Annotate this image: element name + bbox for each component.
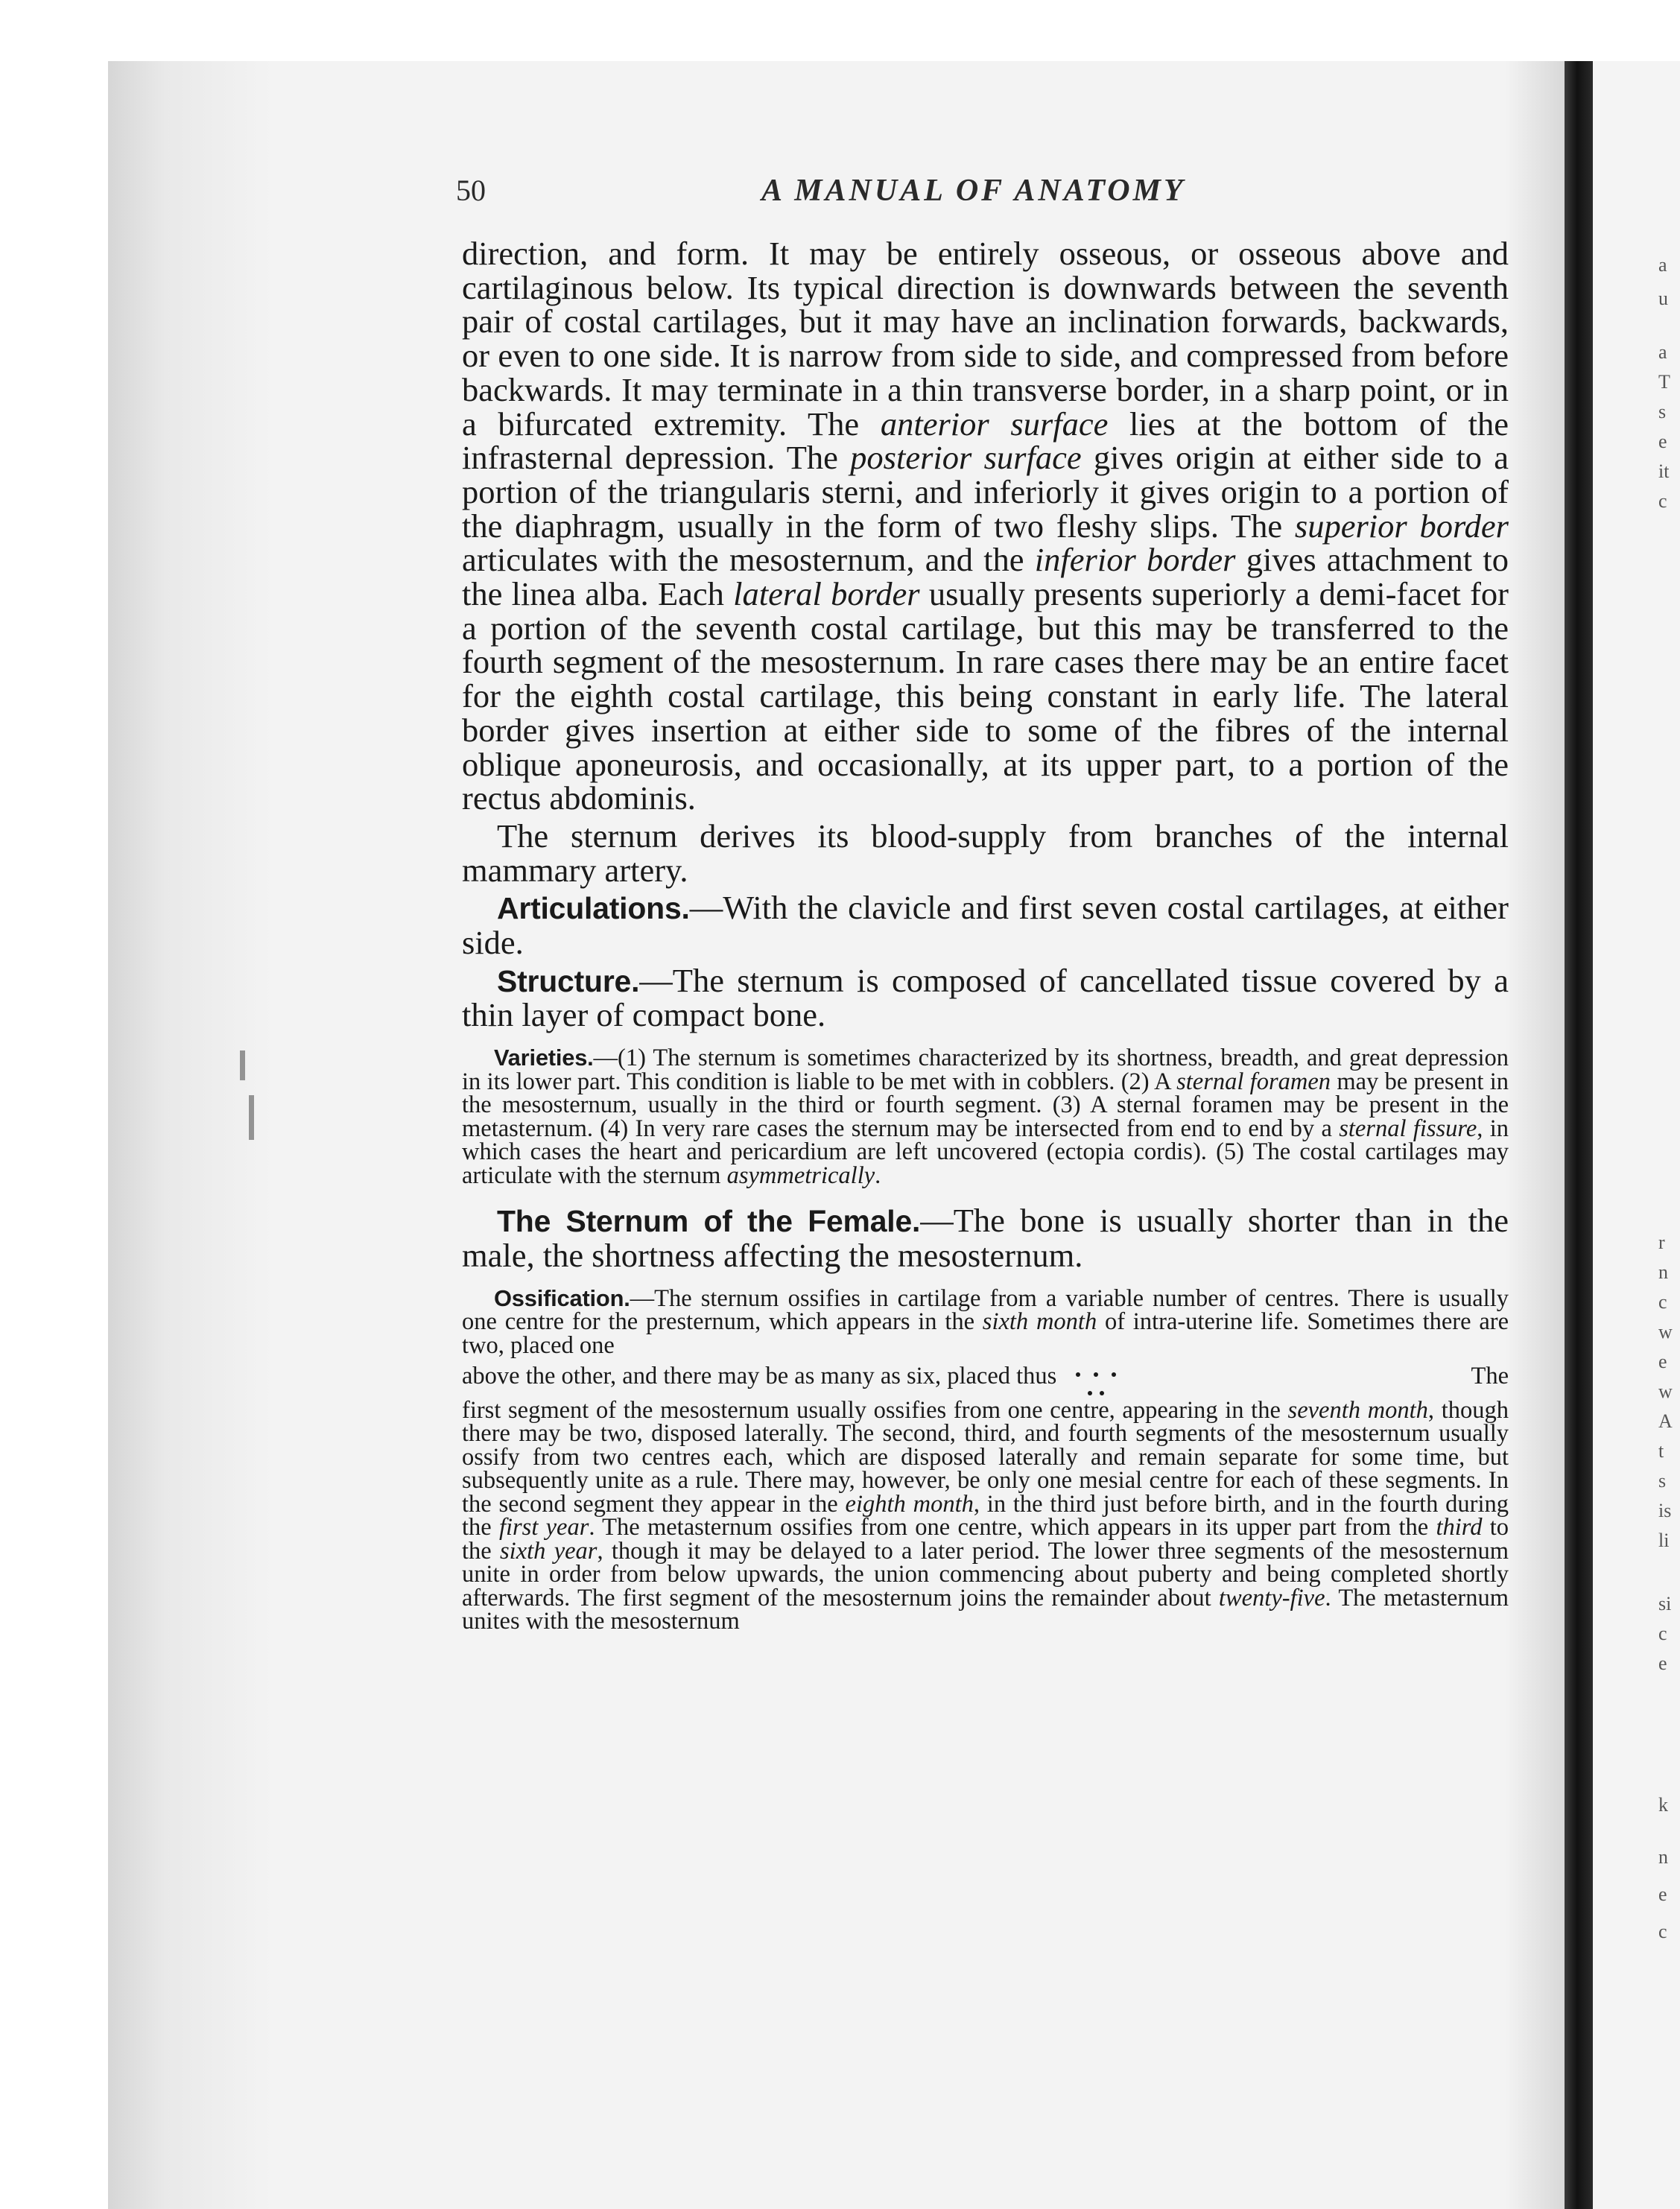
ossification-centre-dot — [1088, 1391, 1092, 1395]
fragment-text: A — [1658, 1410, 1673, 1432]
ossification-centres-dots — [1071, 1366, 1123, 1384]
fragment-text: t — [1658, 1440, 1664, 1462]
fragment-text: w — [1658, 1381, 1673, 1402]
fragment-text: u — [1658, 288, 1668, 309]
ossification-centre-dot — [1112, 1372, 1116, 1377]
fragment-text: c — [1658, 490, 1667, 512]
italic-term: lateral border — [733, 575, 920, 613]
section-heading: Varieties. — [494, 1045, 594, 1071]
italic-term: anterior surface — [880, 405, 1109, 443]
italic-term: asymmetrically — [726, 1161, 875, 1189]
italic-term: superior border — [1294, 507, 1509, 545]
ossification-centre-dot — [1094, 1372, 1098, 1377]
paragraph-blood-supply: The sternum derives its blood-supply from branches of the internal mammary artery. — [462, 817, 1509, 889]
paragraph-varieties: Varieties.—(1) The sternum is sometimes characterized by its shortness, breadth, and great depression in its lower part. This condition is liable to be met with in cobblers. (2) A sternal foramen may be present in the mesosternum, usually in the third or fourth segment. (3) A sternal foramen may be present in the metasternum. (4) In very rare cases the sternum may be intersected from end to end by a sternal fissure, in which cases the heart and pericardium are left uncovered (ectopia cordis). (5) The costal cartilages may articulate with the sternum asymmetrically. — [462, 1045, 1509, 1189]
book-spine — [1565, 61, 1593, 2209]
fragment-text: k — [1658, 1794, 1668, 1816]
page-number: 50 — [456, 174, 486, 207]
italic-term: third — [1436, 1514, 1483, 1541]
ossification-centre-dot — [1100, 1391, 1104, 1395]
italic-term: seventh month — [1287, 1396, 1428, 1424]
section-heading: Articulations. — [497, 891, 690, 926]
section-heading: Structure. — [497, 963, 640, 998]
fragment-text: c — [1658, 1291, 1667, 1313]
fragment-text: s — [1658, 1470, 1667, 1492]
page-body — [462, 237, 1509, 1634]
ossification-centre-dot — [1076, 1372, 1080, 1377]
fragment-text: li — [1658, 1530, 1670, 1551]
italic-term: posterior surface — [850, 439, 1082, 477]
ossification-diagram-line: above the other, and there may be as many as six, placed thus The — [462, 1365, 1509, 1389]
fragment-text: e — [1658, 431, 1667, 452]
paragraph-structure: Structure.—The sternum is composed of cancellated tissue covered by a thin layer of compact bone. — [462, 961, 1509, 1034]
section-heading: Ossification. — [494, 1284, 630, 1311]
paragraph-ossification: Ossification.—The sternum ossifies in cartilage from a variable number of centres. There is usually one centre for the presternum, which appears in the sixth month of intra-uterine life. Sometimes there are two, placed one above the other, and there may be as many as six, placed thus The first segment of the mesosternum usually ossifies from one centre, appearing in the seventh month, though there may be two, disposed laterally. The second, third, and fourth segments of the mesosternum usually ossify from two centres each, which are disposed laterally and remain separate for some time, but subsequently unite as a rule. There may, however, be only one mesial centre for each of these segments. In the second segment they appear in the eighth month, in the third just before birth, and in the fourth during the first year. The metasternum ossifies from one centre, which appears in its upper part from the third to the sixth year, though it may be delayed to a later period. The lower three segments of the mesosternum unite in order from below upwards, the union commencing about puberty and being completed shortly afterwards. The first segment of the mesosternum joins the remainder about twenty-five. The metasternum unites with the mesosternum — [462, 1284, 1509, 1635]
page-edge-shadow — [1505, 61, 1565, 2209]
fragment-text: c — [1658, 1623, 1667, 1644]
margin-mark — [249, 1095, 254, 1140]
fragment-text: c — [1658, 1921, 1667, 1942]
section-heading: The Sternum of the Female. — [497, 1204, 921, 1239]
scan-background — [0, 0, 108, 2209]
italic-term: first year — [498, 1514, 589, 1541]
fragment-text: w — [1658, 1321, 1673, 1343]
fragment-text: e — [1658, 1351, 1667, 1372]
italic-term: inferior border — [1034, 541, 1236, 579]
fragment-text: e — [1658, 1652, 1667, 1674]
italic-term: sixth month — [982, 1308, 1097, 1336]
fragment-text: r — [1658, 1232, 1665, 1253]
fragment-text: n — [1658, 1261, 1668, 1283]
fragment-text: a — [1658, 254, 1667, 276]
italic-term: sternal foramen — [1176, 1068, 1331, 1095]
paragraph-female-sternum: The Sternum of the Female.—The bone is usually shorter than in the male, the shortness affecting the mesosternum. — [462, 1202, 1509, 1274]
fragment-text: a — [1658, 341, 1667, 363]
fragment-text: is — [1658, 1500, 1672, 1521]
fragment-text: si — [1658, 1593, 1672, 1614]
fragment-text: it — [1658, 460, 1670, 482]
italic-term: eighth month — [845, 1490, 974, 1518]
italic-term: sternal fissure — [1339, 1115, 1477, 1142]
italic-term: twenty-five — [1218, 1584, 1325, 1611]
fragment-text: n — [1658, 1846, 1668, 1868]
paragraph-articulations: Articulations.—With the clavicle and first seven costal cartilages, at either side. — [462, 889, 1509, 962]
fragment-text: s — [1658, 401, 1667, 422]
page-header — [456, 173, 1514, 218]
page-gutter-shadow — [108, 61, 272, 2209]
fragment-text: e — [1658, 1883, 1667, 1905]
italic-term: sixth year — [500, 1537, 597, 1565]
margin-mark — [240, 1050, 245, 1080]
paragraph-sternum-description: direction, and form. It may be entirely osseous, or osseous above and cartilaginous below. Its typical direction is downwards between the seventh pair of costal cartilages, but it may have an inclination forwards, backwards, or even to one side. It is narrow from side to side, and compressed from before backwards. It may terminate in a thin transverse border, in a sharp point, or in a bifurcated extremity. The anterior surface lies at the bottom of the infrasternal depression. The posterior surface gives origin at either side to a portion of the triangularis sterni, and inferiorly it gives origin to a portion of the diaphragm, usually in the form of two fleshy slips. The superior border articulates with the mesosternum, and the inferior border gives attachment to the linea alba. Each lateral border usually presents superiorly a demi-facet for a portion of the seventh costal cartilage, but this may be transferred to the fourth segment of the mesosternum. In rare cases there may be an entire facet for the eighth costal cartilage, this being constant in early life. The lateral border gives insertion at either side to some of the fibres of the internal oblique aponeurosis, and occasionally, at its upper part, to a portion of the rectus abdominis. — [462, 235, 1509, 817]
fragment-text: T — [1658, 371, 1670, 393]
running-title: A MANUAL OF ANATOMY — [761, 174, 1186, 208]
